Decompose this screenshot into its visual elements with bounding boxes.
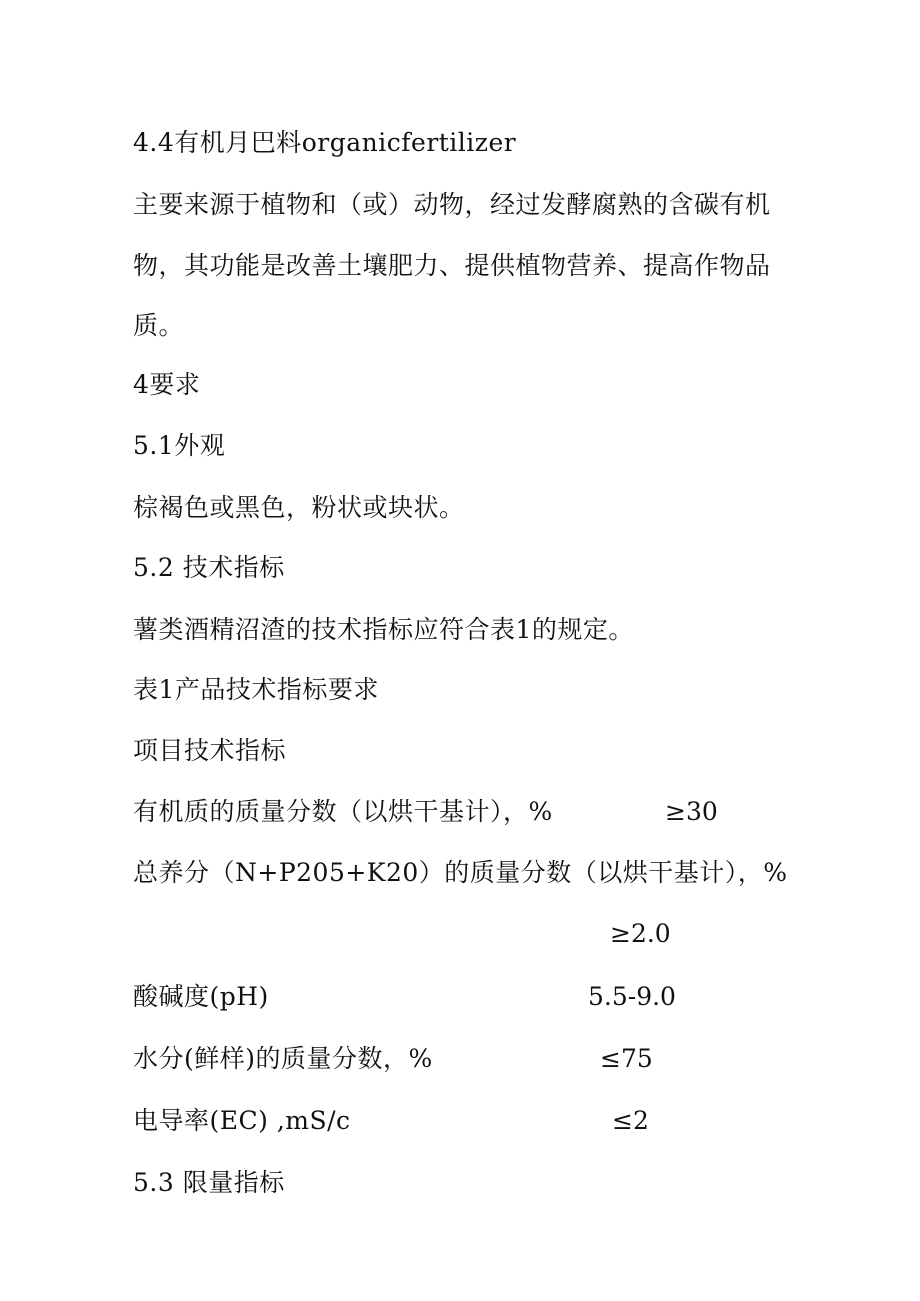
table-row-conductivity-value: ≤2: [612, 1106, 649, 1135]
table-row-moisture-value: ≤75: [600, 1044, 653, 1073]
heading-4-4-organic-fertilizer: 4.4有机月巴料organicfertilizer: [133, 128, 517, 157]
table-row-total-nutrients-value: ≥2.0: [610, 919, 671, 948]
technical-indicators-text: 薯类酒精沼渣的技术指标应符合表1的规定。: [133, 615, 634, 644]
table-row-moisture-item: 水分(鲜样)的质量分数，%: [133, 1044, 433, 1073]
table-row-conductivity-item: 电导率(EC) ,mS/c: [133, 1106, 351, 1135]
paragraph-line-1: 主要来源于植物和（或）动物，经过发酵腐熟的含碳有机: [133, 190, 771, 219]
heading-5-2-technical-indicators: 5.2 技术指标: [133, 553, 285, 582]
heading-4-requirements: 4要求: [133, 370, 201, 399]
table-caption: 表1产品技术指标要求: [133, 675, 379, 704]
paragraph-line-2: 物，其功能是改善土壤肥力、提供植物营养、提高作物品: [133, 251, 771, 280]
table-row-organic-matter-item: 有机质的质量分数（以烘干基计），%: [133, 797, 553, 826]
heading-5-3-limit-indicators: 5.3 限量指标: [133, 1168, 285, 1197]
table-row-ph-value: 5.5-9.0: [588, 982, 676, 1011]
table-row-ph-item: 酸碱度(pH): [133, 982, 269, 1011]
appearance-text: 棕褐色或黑色，粉状或块状。: [133, 493, 465, 522]
heading-5-1-appearance: 5.1外观: [133, 431, 226, 460]
paragraph-line-3: 质。: [133, 311, 185, 340]
table-row-organic-matter-value: ≥30: [665, 797, 718, 826]
table-header: 项目技术指标: [133, 736, 287, 765]
table-row-total-nutrients-item: 总养分（N+P205+K20）的质量分数（以烘干基计），%: [133, 858, 788, 887]
